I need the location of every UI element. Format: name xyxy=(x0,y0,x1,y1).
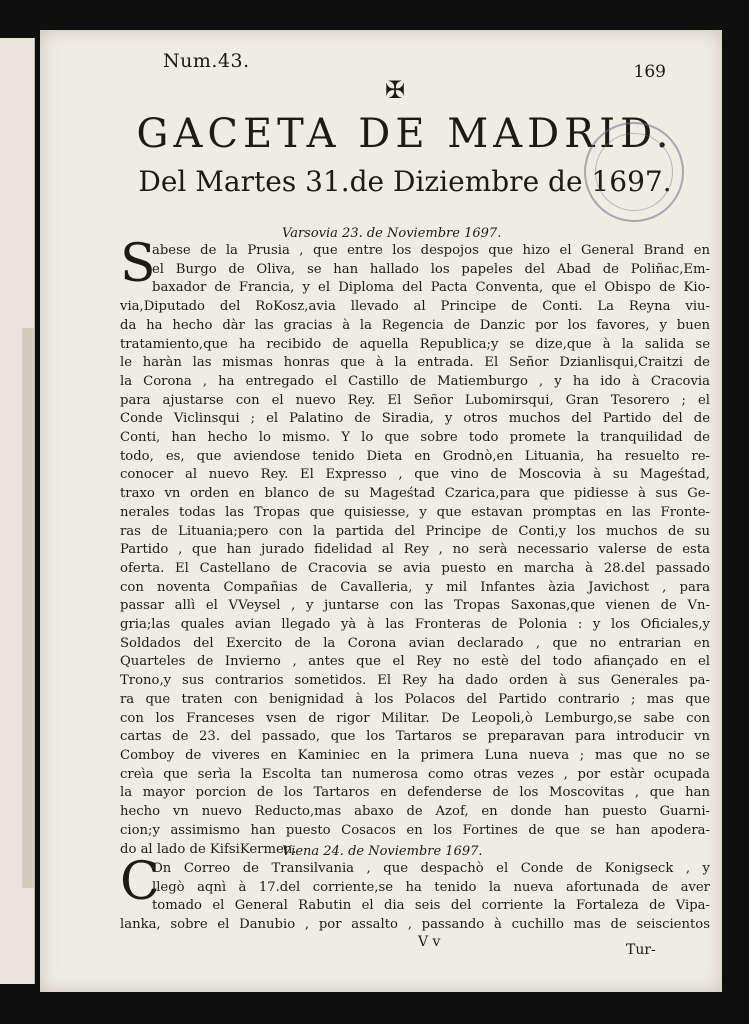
text-line: Quarteles de Invierno , antes que el Rey no estè del todo afiançado en el xyxy=(120,654,710,670)
text-line: do al lado de KifsiKermen. xyxy=(120,841,297,857)
gazette-page xyxy=(40,30,722,992)
text-line: Conde Viclinsqui ; el Palatino de Siradia, y otros muchos del Partido del de xyxy=(120,411,710,427)
issue-number: Num.43. xyxy=(163,50,250,72)
text-line: tomado el General Rabutin el dia seis del corriente la Fortaleza de Vipa- xyxy=(152,898,710,914)
catchword: Tur- xyxy=(626,942,656,958)
issue-date: Del Martes 31.de Diziembre de 1697. xyxy=(138,165,672,198)
text-line: Comboy de viveres en Kaminiec en la primera Luna nueva ; mas que no se xyxy=(120,747,710,763)
text-line: da ha hecho dàr las gracias à la Regencia de Danzic por los favores, y buen xyxy=(120,317,710,333)
signature-mark: V v xyxy=(418,934,441,950)
text-line: On Correo de Transilvania , que despachò el Conde de Konigseck , y xyxy=(152,861,710,876)
text-line: llegò aqnì à 17.del corriente,se ha tenido la nueva afortunada de aver xyxy=(152,879,710,895)
text-line: hecho vn nuevo Reducto,mas abaxo de Azof, en donde han puesto Guarni- xyxy=(120,804,710,820)
text-line: con noventa Compañias de Cavalleria, y mil Infantes àzia Javichost , para xyxy=(120,579,710,595)
text-line: via,Diputado del RoKosz,avia llevado al Principe de Conti. La Reyna viu- xyxy=(120,299,710,315)
section-heading-varsovia: Varsovia 23. de Noviembre 1697. xyxy=(282,226,502,241)
gazette-title: GACETA DE MADRID. xyxy=(136,111,674,157)
text-line: con los Franceses vsen de rigor Militar. De Leopoli,ò Lemburgo,se sabe con xyxy=(120,710,710,726)
text-line: gria;las quales avian llegado yà à las Fronteras de Polonia : y los Oficiales,y xyxy=(120,617,710,633)
article-viena xyxy=(120,852,710,935)
text-line: le haràn las mismas honras que à la entrada. El Señor Dzianlisqui,Craitzi de xyxy=(120,355,710,371)
text-line: todo, es, que aviendose tenido Dieta en Grodnò,en Lituania, ha resuelto re- xyxy=(120,448,710,464)
text-line: cion;y assimismo han puesto Cosacos en los Fortines de que se han apodera- xyxy=(120,822,710,838)
text-line: Partido , que han jurado fidelidad al Rey , no serà necessario valerse de esta xyxy=(120,542,710,558)
text-line: nerales todas las Tropas que quisiesse, y que estavan promptas en las Fronte- xyxy=(120,504,710,520)
facing-page-shadow xyxy=(22,328,34,888)
text-line: el Burgo de Oliva, se han hallado los papeles del Abad de Poliñac,Em- xyxy=(152,261,710,277)
text-line: ra que traten con benignidad à los Polacos del Partido contrario ; mas que xyxy=(120,691,710,707)
text-line: tratamiento,que ha recibido de aquella Republica;y se dize,que à la salida se xyxy=(120,336,710,352)
drop-cap: S xyxy=(120,234,156,294)
text-line: Conti, han hecho lo mismo. Y lo que sobre todo promete la tranquilidad de xyxy=(120,430,710,446)
text-line: traxo vn orden en blanco de su Mageśtad Czarica,para que pidiesse à sus Ge- xyxy=(120,486,710,502)
text-line: lanka, sobre el Danubio , por assalto , passando à cuchillo mas de seiscientos xyxy=(120,917,710,933)
cross-ornament-icon: ✠ xyxy=(385,76,406,104)
text-line: cartas de 23. del passado, que los Tartaros se preparavan para introducir vn xyxy=(120,729,710,745)
text-line: Soldados del Exercito de la Corona avian declarado , que no entrarian en xyxy=(120,635,710,651)
drop-cap: C xyxy=(120,852,160,912)
article-varsovia xyxy=(120,234,710,859)
text-line: baxador de Francia, y el Diploma del Pacta Conventa, que el Obispo de Kio- xyxy=(152,280,710,296)
text-line: creìa que serìa la Escolta tan numerosa como otras vezes , por estàr ocupada xyxy=(120,766,710,782)
library-stamp xyxy=(584,122,684,222)
text-line: la mayor porcion de los Tartaros en defenderse de los Moscovitas , que han xyxy=(120,785,710,801)
page-number: 169 xyxy=(633,62,666,82)
text-line: Trono,y sus contrarios sometidos. El Rey ha dado orden à sus Generales pa- xyxy=(120,673,710,689)
text-line: ras de Lituania;pero con la partida del Principe de Conti,y los muchos de su xyxy=(120,523,710,539)
text-line: para ajustarse con el nuevo Rey. El Señor Lubomirsqui, Gran Tesorero ; el xyxy=(120,392,710,408)
section-heading-viena: Viena 24. de Noviembre 1697. xyxy=(282,844,483,859)
text-line: passar allì el VVeysel , y juntarse con las Tropas Saxonas,que vienen de Vn- xyxy=(120,598,710,614)
text-line: la Corona , ha entregado el Castillo de Matiemburgo , y ha ido à Cracovia xyxy=(120,373,710,389)
text-line: abese de la Prusia , que entre los despojos que hizo el General Brand en xyxy=(152,243,710,258)
facing-page-edge xyxy=(0,38,35,984)
text-line: oferta. El Castellano de Cracovia se avia puesto en marcha à 28.del passado xyxy=(120,560,710,576)
text-line: conocer al nuevo Rey. El Expresso , que vino de Moscovia à su Mageśtad, xyxy=(120,467,710,483)
